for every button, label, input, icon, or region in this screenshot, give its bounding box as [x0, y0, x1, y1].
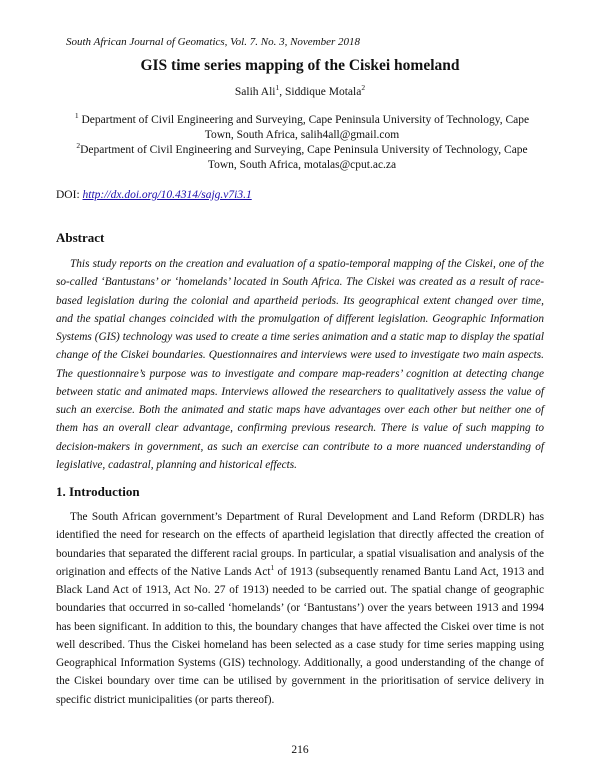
- affiliation-text: Department of Civil Engineering and Surveying, Cape Peninsula University of Technology, Cape Town, South Africa, salih4all@gmail.com: [81, 114, 530, 141]
- affiliation-mark: 2: [76, 141, 81, 151]
- affiliation: [66, 113, 538, 142]
- doi-line: [56, 189, 252, 201]
- paper-title: GIS time series mapping of the Ciskei homeland: [140, 57, 460, 74]
- introduction-heading: 1. Introduction: [56, 484, 140, 499]
- intro-text-part: The South African government’s Department of Rural Development and Land Reform (DRDLR) has identified the need for research on the effects of apartheid legislation that directly affected the creation of boundaries that separated the different racial groups. In particular, a spatial visualisation and analysis of the origination and effects of the Native Lands Act: [56, 511, 544, 578]
- intro-text-part: of 1913 (subsequently renamed Bantu Land Act, 1913 and Black Land Act of 1913, Act No. 27 of 1913) needed to be carried out. The spatial change of geographic boundaries that occurred in so-called ‘homelands’ (or ‘Bantustans’) over the years between 1913 and 1994 has been significant. In addition to this, the boundary changes that have affected the Ciskei over time is not well described. Thus the Ciskei homeland has been selected as a case study for time series mapping using Geographical Information Systems (GIS) technology. Additionally, a good understanding of the change of the Ciskei boundary over time can be utilised by government in the prioritisation of service delivery in specific district municipalities (or parts thereof).: [56, 565, 544, 706]
- author-name: Salih Ali: [234, 86, 276, 98]
- author-name: Siddique Motala: [284, 86, 362, 98]
- affiliation: [66, 143, 538, 172]
- doi-link[interactable]: http://dx.doi.org/10.4314/sajg.v7i3.1: [82, 189, 252, 201]
- author-affiliation-mark: 1: [275, 83, 280, 93]
- author-separator: ,: [279, 86, 285, 98]
- author-list: [0, 83, 600, 98]
- affiliation-text: Department of Civil Engineering and Surveying, Cape Peninsula University of Technology, Cape Town, South Africa, motalas@cput.ac.za: [80, 144, 528, 171]
- introduction-paragraph: [56, 508, 544, 709]
- author-affiliation-mark: 2: [361, 83, 366, 93]
- journal-citation: South African Journal of Geomatics, Vol. 7. No. 3, November 2018: [66, 36, 361, 48]
- affiliation-mark: 1: [74, 111, 79, 121]
- abstract-heading: Abstract: [56, 230, 105, 245]
- abstract-text: This study reports on the creation and evaluation of a spatio-temporal mapping of the Ciskei, one of the so-called ‘Bantustans’ or ‘homelands’ located in South Africa. The Ciskei was created as a result of race-based legislation during the colonial and apartheid periods. Its geographical extent changed over time, and the spatial changes coincided with the promulgation of different legislation. Geographic Information Systems (GIS) technology was used to create a time series animation and a static map to display the spatial change of the Ciskei boundaries. Questionnaires and interviews were used to investigate two main aspects. The questionnaire’s purpose was to investigate and compare map-readers’ cognition at detecting change between static and animated maps. Interviews allowed the researchers to qualitatively assess the value of such an exercise. Both the animated and static maps have advantages over each other but neither one of them has an overall clear advantage, confirming previous research. There is value of such mapping to decision-makers in government, as such an exercise can contribute to a more nuanced understanding of legislative, cadastral, planning and historical effects.: [56, 258, 544, 471]
- page-number: 216: [291, 744, 309, 756]
- footnote-mark[interactable]: 1: [270, 562, 275, 572]
- doi-label: DOI:: [56, 189, 83, 201]
